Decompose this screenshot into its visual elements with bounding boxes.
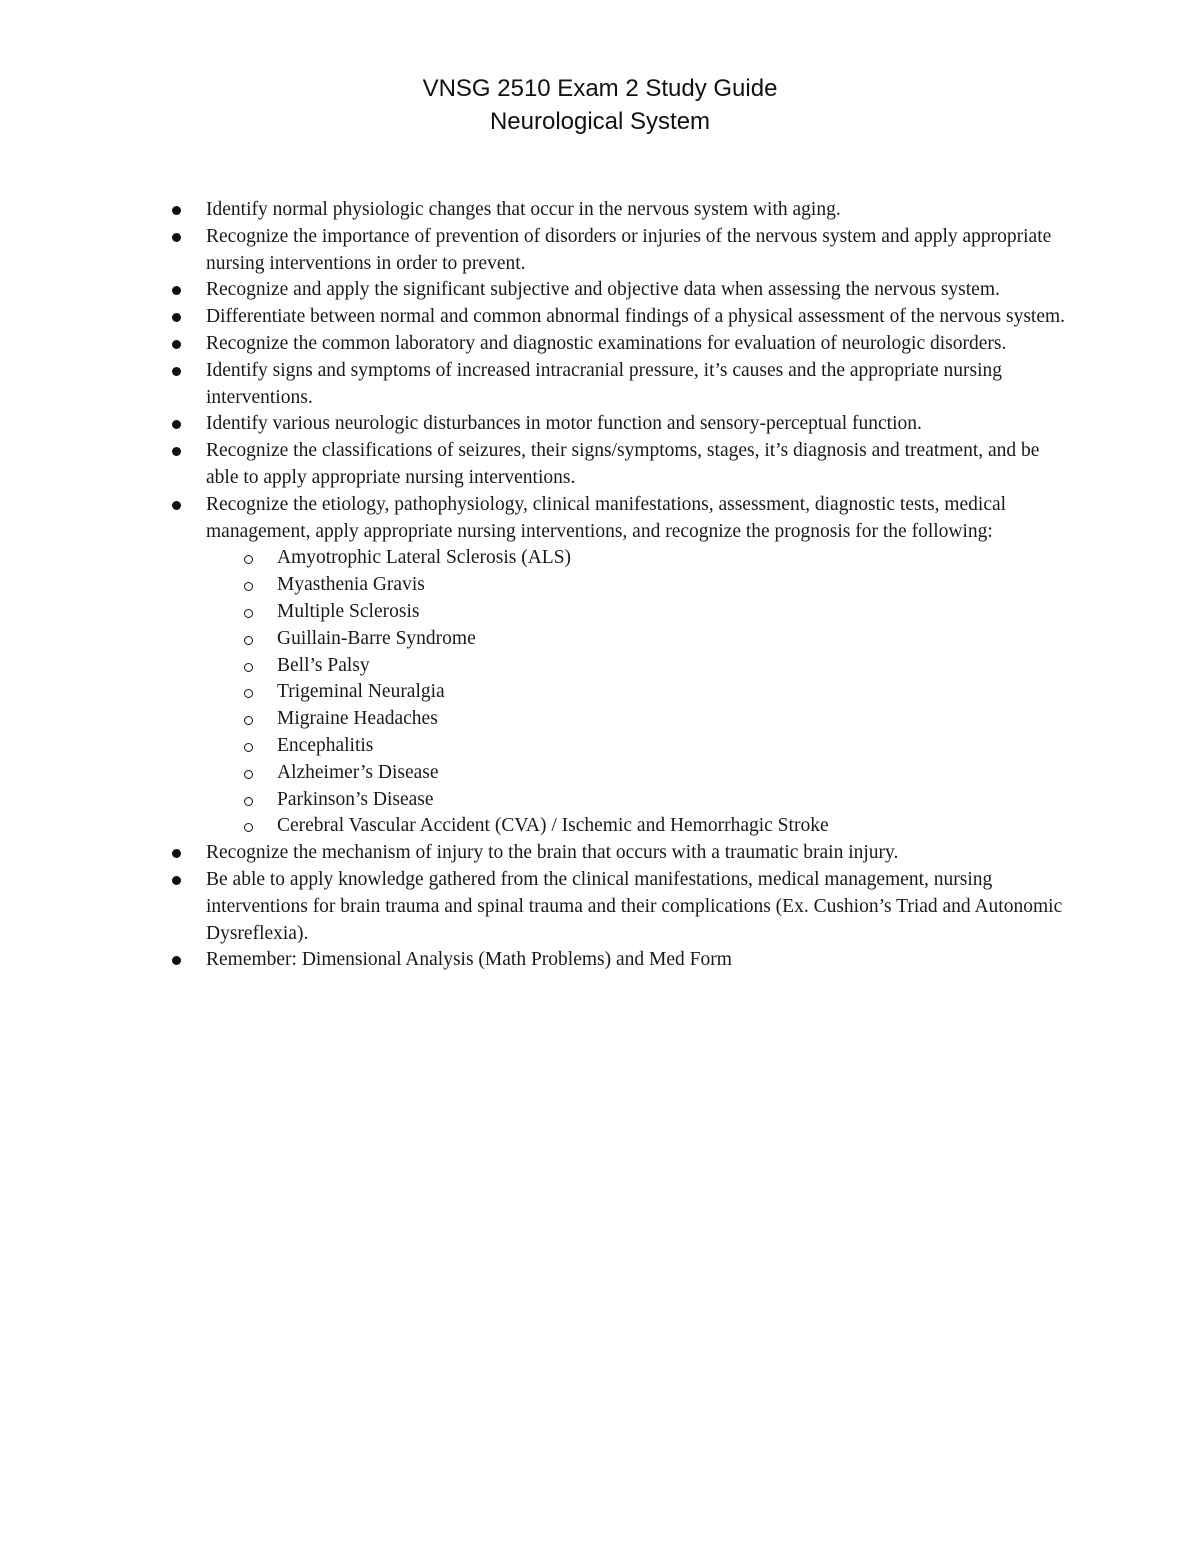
objective-text: Differentiate between normal and common abnormal findings of a physical assessment of the nervous system.	[206, 306, 1066, 328]
bullet-dot-icon	[172, 206, 181, 215]
objective-text: Be able to apply knowledge gathered from the clinical manifestations, medical management, nursing interventions for brain trauma and spinal trauma and their complications (Ex. Cushion’s Triad and Autonomic Dysreflexia).	[206, 868, 1063, 944]
bullet-dot-icon	[172, 313, 181, 322]
objective-item	[170, 867, 1070, 947]
bullet-dot-icon	[172, 420, 181, 429]
condition-item	[206, 545, 1070, 572]
bullet-dot-icon	[172, 233, 181, 242]
conditions-list	[206, 545, 1070, 840]
condition-item	[206, 813, 1070, 840]
condition-text: Multiple Sclerosis	[277, 600, 420, 622]
hollow-circle-bullet-icon	[244, 689, 253, 698]
condition-text: Amyotrophic Lateral Sclerosis (ALS)	[277, 547, 572, 569]
bullet-dot-icon	[172, 956, 181, 965]
condition-text: Bell’s Palsy	[277, 654, 370, 676]
condition-item	[206, 733, 1070, 760]
objective-item	[170, 492, 1070, 840]
condition-text: Alzheimer’s Disease	[277, 761, 439, 783]
objective-text: Recognize the importance of prevention of disorders or injuries of the nervous system and apply appropriate nursing interventions in order to prevent.	[206, 225, 1052, 274]
objective-item	[170, 438, 1070, 492]
hollow-circle-bullet-icon	[244, 582, 253, 591]
objective-item	[170, 840, 1070, 867]
condition-text: Migraine Headaches	[277, 708, 438, 730]
objective-text: Recognize the etiology, pathophysiology, clinical manifestations, assessment, diagnostic tests, medical management, apply appropriate nursing interventions, and recognize the prognosis for the following:	[206, 493, 1007, 542]
objectives-list	[170, 197, 1070, 974]
hollow-circle-bullet-icon	[244, 770, 253, 779]
objective-item	[170, 411, 1070, 438]
condition-text: Cerebral Vascular Accident (CVA) / Ischemic and Hemorrhagic Stroke	[277, 815, 829, 837]
hollow-circle-bullet-icon	[244, 823, 253, 832]
objective-text: Identify signs and symptoms of increased intracranial pressure, it’s causes and the appropriate nursing interventions.	[206, 359, 1003, 408]
objective-text: Identify normal physiologic changes that occur in the nervous system with aging.	[206, 199, 841, 220]
condition-text: Myasthenia Gravis	[277, 574, 425, 596]
hollow-circle-bullet-icon	[244, 743, 253, 752]
condition-item	[206, 572, 1070, 599]
hollow-circle-bullet-icon	[244, 636, 253, 645]
objective-item	[170, 277, 1070, 304]
condition-text: Parkinson’s Disease	[277, 788, 434, 810]
condition-item	[206, 706, 1070, 733]
hollow-circle-bullet-icon	[244, 716, 253, 725]
condition-text: Encephalitis	[277, 734, 374, 756]
objective-text: Remember: Dimensional Analysis (Math Problems) and Med Form	[206, 949, 732, 971]
bullet-dot-icon	[172, 876, 181, 885]
objective-item	[170, 304, 1070, 331]
document-title: VNSG 2510 Exam 2 Study Guide	[422, 75, 778, 102]
objective-item	[170, 224, 1070, 278]
condition-text: Trigeminal Neuralgia	[277, 681, 445, 703]
document-header	[0, 72, 1200, 138]
bullet-dot-icon	[172, 367, 181, 376]
condition-item	[206, 626, 1070, 653]
document-subtitle: Neurological System	[489, 108, 711, 135]
condition-text: Guillain-Barre Syndrome	[277, 627, 476, 649]
hollow-circle-bullet-icon	[244, 555, 253, 564]
hollow-circle-bullet-icon	[244, 609, 253, 618]
objective-text: Identify various neurologic disturbances in motor function and sensory-perceptual function.	[206, 413, 922, 435]
objective-text: Recognize the common laboratory and diagnostic examinations for evaluation of neurologic disorders.	[206, 332, 1007, 354]
objective-item	[170, 947, 1070, 974]
objective-item	[170, 358, 1070, 412]
bullet-dot-icon	[172, 501, 181, 510]
objective-item	[170, 331, 1070, 358]
objective-text: Recognize the classifications of seizures, their signs/symptoms, stages, it’s diagnosis and treatment, and be able to apply appropriate nursing interventions.	[206, 440, 1040, 488]
hollow-circle-bullet-icon	[244, 797, 253, 806]
hollow-circle-bullet-icon	[244, 663, 253, 672]
condition-item	[206, 679, 1070, 706]
bullet-dot-icon	[172, 849, 181, 858]
objective-text: Recognize the mechanism of injury to the brain that occurs with a traumatic brain injury.	[206, 842, 899, 864]
condition-item	[206, 599, 1070, 626]
condition-item	[206, 653, 1070, 680]
bullet-dot-icon	[172, 447, 181, 456]
condition-item	[206, 760, 1070, 787]
objective-item	[170, 197, 1070, 224]
bullet-dot-icon	[172, 340, 181, 349]
bullet-dot-icon	[172, 286, 181, 295]
objective-text: Recognize and apply the significant subjective and objective data when assessing the nervous system.	[206, 279, 1000, 301]
condition-item	[206, 787, 1070, 814]
